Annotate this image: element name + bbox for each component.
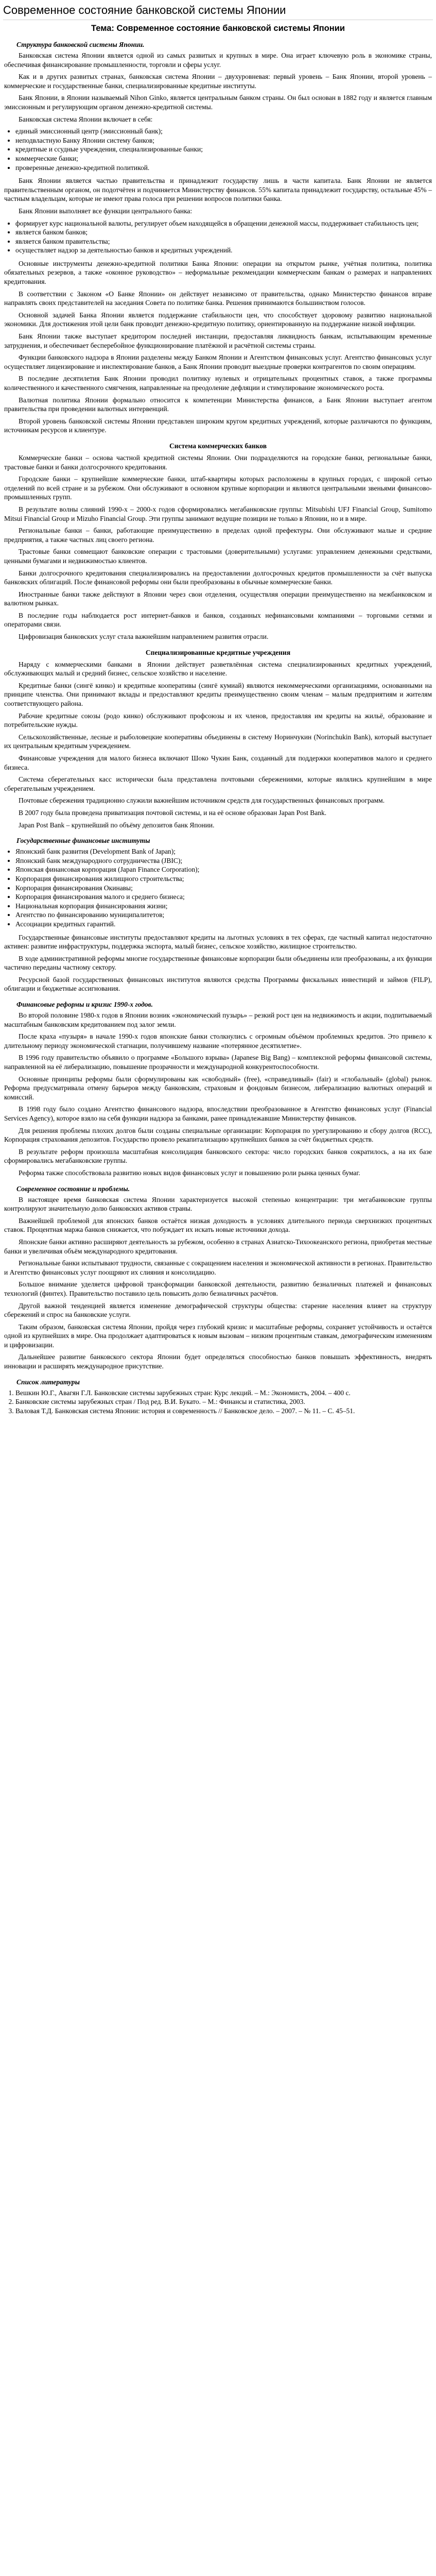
paragraph: Основные инструменты денежно-кредитной политики Банка Японии: операции на открытом рынке, учётная политика, политика обязательных резервов, а также «оконное руководство» – неформальные рекомендации коммерческим банкам о размерах и направлениях кредитования. <box>4 259 432 286</box>
list-item: • осуществляет надзор за деятельностью банков и кредитных учреждений. <box>15 246 432 255</box>
list-item: • Корпорация финансирования жилищного строительства; <box>15 874 432 884</box>
paragraph: В результате волны слияний 1990-х – 2000-х годов сформировались мегабанковские группы: Mitsubishi UFJ Financial Group, Sumitomo Mitsui Financial Group и Mizuho Financial Group. Эти группы занимают ведущие позиции не только в Японии, но и в мире. <box>4 505 432 522</box>
paragraph: Банки долгосрочного кредитования специализировались на предоставлении долгосрочных кредитов промышленности за счёт выпуска банковских облигаций. После финансовой реформы они были преобразованы в обычные коммерческие банки. <box>4 569 432 586</box>
government-institutions-list <box>15 847 432 928</box>
paragraph: Банк Японии является частью правительства и принадлежит государству лишь в части капитала. Банк Японии не является правительственным органом, он подотчётен и подчиняется Министерству финансов. 55% капитала принадлежит государству, остальные 45% – частным владельцам, которые не имеют права голоса при решении вопросов политики банка. <box>4 177 432 203</box>
paragraph: Банк Японии выполняет все функции центрального банка: <box>19 207 193 215</box>
paragraph: Цифровизация банковских услуг стала важнейшим направлением развития отрасли. <box>19 633 269 641</box>
paragraph: Сельскохозяйственные, лесные и рыболовецкие кооперативы объединены в систему Норинчукин (Norinchukin Bank), который выступает их центральным кредитным учреждением. <box>4 733 432 750</box>
window-title: Современное состояние банковской системы Японии <box>3 4 286 16</box>
paragraph: Иностранные банки также действуют в Японии через свои отделения, осуществляя операции преимущественно на межбанковском и валютном рынках. <box>4 590 432 607</box>
list-item: • Агентство по финансированию муниципалитетов; <box>15 910 432 920</box>
paragraph: Другой важной тенденцией является изменение демографической структуры общества: старение населения влияет на структуру сбережений и спрос на банковские услуги. <box>4 1301 432 1319</box>
list-item: • проверенные денежно-кредитной политикой. <box>15 163 432 173</box>
reforms-paragraphs <box>4 1011 432 1178</box>
policy-paragraphs <box>4 259 432 435</box>
list-item: • Корпорация финансирования Окинавы; <box>15 884 432 893</box>
paragraph: Почтовые сбережения традиционно служили важнейшим источником средств для государственных финансовых программ. <box>19 796 385 805</box>
list-item: • является банком правительства; <box>15 237 432 246</box>
paragraph: Городские банки – крупнейшие коммерческие банки, штаб-квартиры которых расположены в крупных городах, с широкой сетью отделений по всей стране и за рубежом. Они обслуживают в основном крупные корпорации и являются центральными звеньями финансово-промышленных групп. <box>4 475 432 501</box>
boj-functions-list <box>15 219 432 255</box>
paragraph: Таким образом, банковская система Японии, пройдя через глубокий кризис и масштабные реформы, сохраняет устойчивость и остаётся одной из крупнейших в мире. Она продолжает адаптироваться к новым вызовам – низким процентным ставкам, демографическим изменениям и цифровизации. <box>4 1323 432 1349</box>
paragraph: Большое внимание уделяется цифровой трансформации банковской деятельности, развитию безналичных платежей и финансовых технологий (финтех). Правительство поставило цель повысить долю безналичных расчётов. <box>4 1280 432 1297</box>
paragraph: Рабочие кредитные союзы (родо кинко) обслуживают профсоюзы и их членов, предоставляя им кредиты на жильё, образование и потребительские нужды. <box>4 711 432 729</box>
section-heading-references: Список литературы <box>16 1378 80 1386</box>
list-item: • неподвластную Банку Японии систему банков; <box>15 136 432 145</box>
paragraph: Основной задачей Банка Японии является поддержание стабильности цен, что способствует здоровому развитию национальной экономики. Для достижения этой цели банк проводит денежно-кредитную политику, ориентированную на поддержание низкой инфляции. <box>4 311 432 328</box>
list-item: • Японский банк международного сотрудничества (JBIC); <box>15 856 432 866</box>
list-item: • Национальная корпорация финансирования жизни; <box>15 902 432 911</box>
commercial-paragraphs <box>4 453 432 641</box>
paragraph: Как и в других развитых странах, банковская система Японии – двухуровневая: первый уровень – Банк Японии, второй уровень – коммерческие и государственные банки, специализированные кредитные институты. <box>4 73 432 90</box>
list-item: • формирует курс национальной валюты, регулирует объем находящейся в обращении денежной массы, поддерживает стабильность цен; <box>15 219 432 228</box>
list-item: • кредитные и ссудные учреждения, специализированные банки; <box>15 145 432 154</box>
paragraph: Трастовые банки совмещают банковские операции с трастовыми (доверительными) услугами: управлением денежными средствами, ценными бумагами и недвижимостью клиентов. <box>4 548 432 565</box>
paragraph: Система сберегательных касс исторически была представлена почтовыми сбережениями, которые являлись крупнейшим в мире сберегательным учреждением. <box>4 775 432 792</box>
paragraph: Реформа также способствовала развитию новых видов финансовых услуг и повышению роли рынка ценных бумаг. <box>19 1168 360 1177</box>
list-item: • Корпорация финансирования малого и среднего бизнеса; <box>15 892 432 902</box>
paragraph: Japan Post Bank – крупнейший по объёму депозитов банк Японии. <box>19 821 215 829</box>
bank-of-japan-paragraphs <box>4 176 432 215</box>
intro-paragraphs <box>4 51 432 124</box>
section-heading-government: Государственные финансовые институты <box>16 837 150 845</box>
specialized-paragraphs <box>4 660 432 830</box>
paragraph: В 1996 году правительство объявило о программе «Большого взрыва» (Japanese Big Bang) – комплексной реформы финансовой системы, направленной на её либерализацию, повышение прозрачности и международной конкурентоспособности. <box>4 1054 432 1071</box>
paragraph: В результате реформ произошла масштабная консолидация банковского сектора: число городских банков сократилось, а на их базе сформировались мегабанковские группы. <box>4 1147 432 1165</box>
paragraph: Для решения проблемы плохих долгов были созданы специальные организации: Корпорация по урегулированию и сбору долгов (RCC), Корпорация страхования депозитов. Государство провело рекапитализацию крупнейших банков за счёт бюджетных средств. <box>4 1126 432 1144</box>
list-item: • единый эмиссионный центр (эмиссионный банк); <box>15 127 432 136</box>
government-paragraphs <box>4 933 432 994</box>
paragraph: В настоящее время банковская система Японии характеризуется высокой степенью концентрации: три мегабанковские группы контролируют значительную долю банковских активов страны. <box>4 1195 432 1213</box>
section-heading-specialized: Специализированные кредитные учреждения <box>145 648 291 656</box>
paragraph: Функции банковского надзора в Японии разделены между Банком Японии и Агентством финансовых услуг. Агентство финансовых услуг осуществляет лицензирование и инспектирование банков, а Банк Японии проводит выездные проверки контрагентов по своим операциям. <box>4 353 432 370</box>
paragraph: Основные принципы реформы были сформулированы как «свободный» (free), «справедливый» (fair) и «глобальный» (global) рынок. Реформа предусматривала отмену барьеров между банковским, страховым и фондовым бизнесом, либерализацию валютных операций и комиссий. <box>4 1075 432 1101</box>
current-paragraphs <box>4 1195 432 1371</box>
list-item: • коммерческие банки; <box>15 154 432 163</box>
paragraph: В соответствии с Законом «О Банке Японии» он действует независимо от правительства, однако Министерство финансов вправе направлять своих представителей на заседания Совета по политике банка. Решения принимаются большинством голосов. <box>4 290 432 307</box>
list-item: • Ассоциации кредитных гарантий. <box>15 920 432 929</box>
paragraph: Региональные банки испытывают трудности, связанные с сокращением населения и экономической активности в регионах. Правительство и Агентство финансовых услуг поощряют их слияния и консолидацию. <box>4 1259 432 1276</box>
paragraph: Валютная политика Японии формально относится к компетенции Министерства финансов, а Банк Японии выступает агентом правительства при проведении валютных интервенций. <box>4 396 432 413</box>
paragraph: В ходе административной реформы многие государственные финансовые корпорации были объединены или преобразованы, а их функции частично переданы частному сектору. <box>4 954 432 972</box>
list-item: • Японский банк развития (Development Bank of Japan); <box>15 847 432 856</box>
paragraph: Кредитные банки (сингё кинко) и кредитные кооперативы (сингё кумиай) являются некоммерческими организациями, основанными на принципе членства. Они принимают вклады и предоставляют кредиты преимущественно своим членам – малым предприятиям и жителям соответствующего района. <box>4 681 432 708</box>
paragraph: Коммерческие банки – основа частной кредитной системы Японии. Они подразделяются на городские банки, региональные банки, трастовые банки и банки долгосрочного кредитования. <box>4 453 432 471</box>
paragraph: В последние десятилетия Банк Японии проводил политику нулевых и отрицательных процентных ставок, а также программы количественного и качественного смягчения, направленные на преодоление дефляции и стимулирование экономического роста. <box>4 375 432 392</box>
paragraph: Финансовые учреждения для малого бизнеса включают Шоко Чукин Банк, созданный для поддержки кооперативов малого и среднего бизнеса. <box>4 754 432 771</box>
paragraph: Банковская система Японии является одной из самых развитых и крупных в мире. Она играет ключевую роль в экономике страны, обеспечивая финансирование промышленности, торговли и сферы услуг. <box>4 52 432 69</box>
paragraph: Банк Японии также выступает кредитором последней инстанции, предоставляя ликвидность банкам, испытывающим временные затруднения, и обеспечивает бесперебойное функционирование платёжной и расчётной системы страны. <box>4 332 432 349</box>
paragraph: В 2007 году была проведена приватизация почтовой системы, и на её основе образован Japan Post Bank. <box>19 808 327 817</box>
paragraph: Дальнейшее развитие банковского сектора Японии будет определяться способностью банков повышать эффективность, внедрять инновации и расширять международное присутствие. <box>4 1353 432 1370</box>
paragraph: Второй уровень банковской системы Японии представлен широким кругом кредитных учреждений, которые различаются по функциям, источникам ресурсов и клиентуре. <box>4 417 432 434</box>
paragraph: Государственные финансовые институты предоставляют кредиты на льготных условиях в тех сферах, где частный капитал недостаточно активен: развитие инфраструктуры, поддержка экспорта, малый бизнес, сельское хозяйство, жилищное строительство. <box>4 933 432 951</box>
references-list <box>15 1388 432 1416</box>
paragraph: Региональные банки – банки, работающие преимущественно в пределах одной префектуры. Они обслуживают малые и средние предприятия, а также частных лиц своего региона. <box>4 527 432 544</box>
section-heading-structure: Структура банковской системы Японии. <box>16 41 145 48</box>
system-list <box>15 127 432 172</box>
paragraph: Ресурсной базой государственных финансовых институтов являются средства Программы фискальных инвестиций и займов (FILP), облигации и бюджетные ассигнования. <box>4 975 432 993</box>
paragraph: Во второй половине 1980-х годов в Японии возник «экономический пузырь» – резкий рост цен на недвижимость и акции, подпитываемый масштабным банковским кредитованием под залог земли. <box>4 1011 432 1028</box>
paragraph: Японские банки активно расширяют деятельность за рубежом, особенно в странах Азиатско-Тихоокеанского региона, приобретая местные банки и увеличивая объём международного кредитования. <box>4 1238 432 1255</box>
section-heading-reforms: Финансовые реформы и кризис 1990-х годов. <box>16 1001 153 1009</box>
list-item: 1. Вешкин Ю.Г., Авагян Г.Л. Банковские системы зарубежных стран: Курс лекций. – М.: Экономистъ, 2004. – 400 с. <box>15 1388 432 1398</box>
paragraph: В последние годы наблюдается рост интернет-банков и банков, созданных нефинансовыми компаниями – торговыми сетями и операторами связи. <box>4 611 432 629</box>
paragraph: В 1998 году было создано Агентство финансового надзора, впоследствии преобразованное в Агентство финансовых услуг (Financial Services Agency), которое взяло на себя функции надзора за банками, ранее принадлежавшие Министерству финансов. <box>4 1105 432 1122</box>
list-item: • Японская финансовая корпорация (Japan Finance Corporation); <box>15 865 432 874</box>
paragraph: Банковская система Японии включает в себя: <box>19 115 153 123</box>
document-body <box>0 23 436 1415</box>
paragraph: Банк Японии, в Японии называемый Nihon Ginko, является центральным банком страны. Он был основан в 1882 году и является главным эмиссионным и регулирующим органом денежно-кредитной системы. <box>4 94 432 111</box>
document-title: Тема: Современное состояние банковской системы Японии <box>91 24 345 33</box>
paragraph: Наряду с коммерческими банками в Японии действует разветвлённая система специализированных кредитных учреждений, обслуживающих малый и средний бизнес, сельское хозяйство и население. <box>4 660 432 677</box>
section-heading-commercial: Система коммерческих банков <box>169 442 267 450</box>
paragraph: После краха «пузыря» в начале 1990-х годов японские банки столкнулись с огромным объёмом проблемных кредитов. Это привело к длительному периоду экономической стагнации, получившему название «потерянное десятилетие». <box>4 1032 432 1049</box>
list-item: 2. Банковские системы зарубежных стран / Под ред. В.И. Букато. – М.: Финансы и статистика, 2003. <box>15 1397 432 1406</box>
paragraph: Важнейшей проблемой для японских банков остаётся низкая доходность в условиях длительного периода сверхнизких процентных ставок. Процентная маржа банков снижается, что побуждает их искать новые источники дохода. <box>4 1216 432 1234</box>
section-heading-current: Современное состояние и проблемы. <box>16 1184 130 1193</box>
list-item: 3. Валовая Т.Д. Банковская система Японии: история и современность // Банковское дело. – 2007. – № 11. – С. 45–51. <box>15 1406 432 1416</box>
list-item: • является банком банков; <box>15 228 432 237</box>
